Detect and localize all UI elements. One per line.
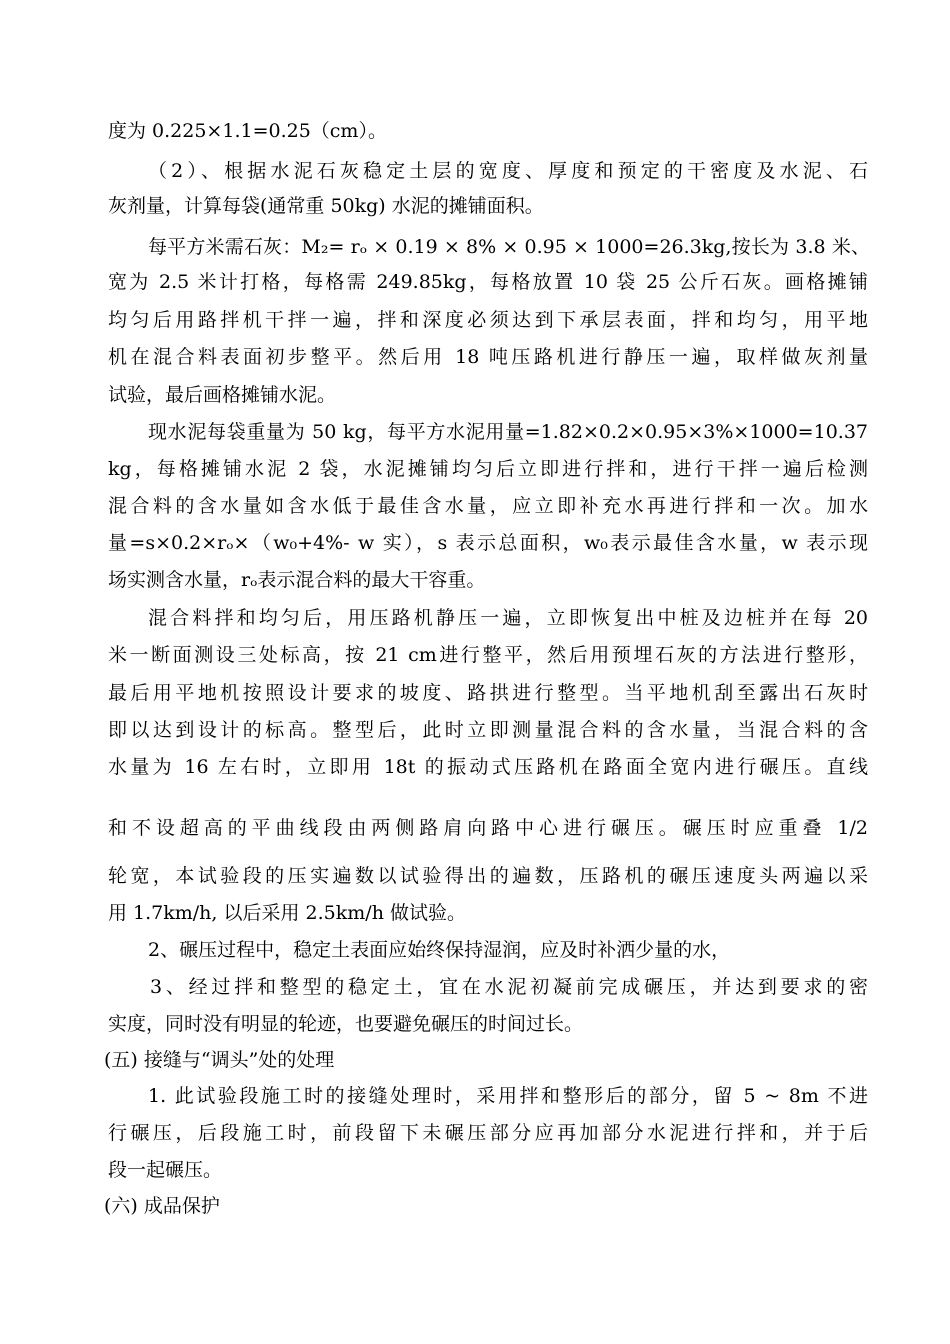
text-line: 现水泥每袋重量为 50 kg，每平方水泥用量=1.82×0.2×0.95×3%×1000=10.37: [148, 421, 868, 443]
text-line: 均匀后用路拌机干拌一遍，拌和深度必须达到下承层表面，拌和均匀，用平地: [108, 309, 868, 331]
text-line: 灰剂量，计算每袋(通常重 50kg) 水泥的摊铺面积。: [108, 195, 544, 217]
text-line: 最后用平地机按照设计要求的坡度、路拱进行整型。当平地机刮至露出石灰时: [108, 682, 868, 704]
text-line: 行碾压，后段施工时，前段留下未碾压部分应再加部分水泥进行拌和，并于后: [108, 1122, 868, 1144]
text-line: 段一起碾压。: [108, 1159, 223, 1181]
text-line: 实度，同时没有明显的轮迹，也要避免碾压的时间过长。: [108, 1013, 584, 1035]
text-line: 混合料拌和均匀后，用压路机静压一遍，立即恢复出中桩及边桩并在每 20: [148, 607, 868, 629]
text-line: 2、碾压过程中，稳定土表面应始终保持湿润，应及时补洒少量的水，: [148, 939, 731, 961]
section-heading: (六) 成品保护: [104, 1195, 220, 1217]
text-line: 场实测含水量，rₒ表示混合料的最大干容重。: [108, 569, 486, 591]
text-line: 机在混合料表面初步整平。然后用 18 吨压路机进行静压一遍，取样做灰剂量: [108, 346, 868, 368]
text-line: （2）、根据水泥石灰稳定土层的宽度、厚度和预定的干密度及水泥、石: [148, 160, 868, 182]
text-line: 混合料的含水量如含水低于最佳含水量，应立即补充水再进行拌和一次。加水: [108, 495, 868, 517]
text-line: kg，每格摊铺水泥 2 袋，水泥摊铺均匀后立即进行拌和，进行干拌一遍后检测: [108, 458, 868, 480]
text-line: 宽为 2.5 米计打格，每格需 249.85kg，每格放置 10 袋 25 公斤石灰。画格摊铺: [108, 271, 868, 293]
text-line: 1. 此试验段施工时的接缝处理时，采用拌和整形后的部分，留 5 ~ 8m 不进: [148, 1085, 868, 1107]
section-heading: (五) 接缝与“调头”处的处理: [104, 1049, 335, 1071]
text-line: 即以达到设计的标高。整型后，此时立即测量混合料的含水量，当混合料的含: [108, 719, 868, 741]
text-line: 3、经过拌和整型的稳定土，宜在水泥初凝前完成碾压，并达到要求的密: [150, 976, 868, 998]
text-line: 每平方米需石灰：M₂= rₒ × 0.19 × 8% × 0.95 × 1000=26.3kg,按长为 3.8 米、: [148, 236, 870, 258]
text-line: 米一断面测设三处标高，按 21 cm进行整平，然后用预埋石灰的方法进行整形，: [108, 644, 868, 666]
text-line: 水量为 16 左右时，立即用 18t 的振动式压路机在路面全宽内进行碾压。直线: [108, 756, 868, 778]
text-line: 轮宽，本试验段的压实遍数以试验得出的遍数，压路机的碾压速度头两遍以采: [108, 865, 868, 887]
text-line: 和不设超高的平曲线段由两侧路肩向路中心进行碾压。碾压时应重叠 1/2: [108, 817, 868, 839]
text-line: 用 1.7km/h, 以后采用 2.5km/h 做试验。: [108, 902, 466, 924]
text-line: 量=s×0.2×rₒ×（w₀+4%- w 实），s 表示总面积，w₀表示最佳含水量，w 表示现: [108, 532, 868, 554]
text-line: 度为 0.225×1.1=0.25（cm）。: [108, 120, 387, 142]
text-line: 试验，最后画格摊铺水泥。: [108, 384, 337, 406]
